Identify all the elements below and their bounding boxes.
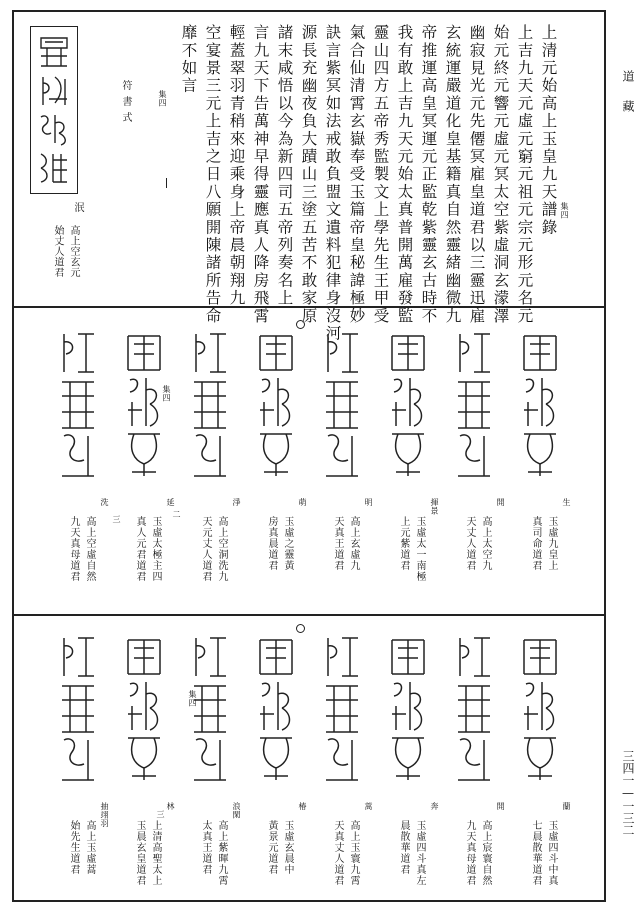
- entry-caption-line: 高上玉寰九霄: [348, 820, 359, 886]
- middle-sub-mark: 二: [172, 510, 181, 519]
- entry-mark: 萌: [298, 498, 307, 507]
- top-talisman-seal: [30, 26, 78, 194]
- text-column: 幽寂見光元先僊冥雇皇道君以三靈迅雇: [467, 24, 486, 325]
- entry-caption-line: 玉虛玄晨中: [282, 820, 293, 875]
- text-column: 言九天下告萬神早得靈應真人降房飛霄: [251, 24, 270, 325]
- text-column: 帝推運高皇冥運元正監乾紫靈玄古時不: [419, 24, 438, 325]
- seal-script-glyph-icon: [454, 330, 494, 484]
- entry-mark: 蘭: [562, 802, 571, 811]
- entry-caption-line: 七晨散華道君: [530, 820, 541, 886]
- entry-caption-line: 高上空虛自然: [84, 516, 95, 582]
- entry-mark: 明: [364, 498, 373, 507]
- entry-caption-line: 上元紫道君: [398, 516, 409, 571]
- entry-mark: 生: [562, 498, 571, 507]
- seal-script-glyph-icon: [58, 330, 98, 484]
- entry-caption-line: 黃景元道君: [266, 820, 277, 875]
- bottom-sub-mark: 三: [156, 810, 165, 819]
- text-column: 諸末咸悟以今為新四司五帝列奏名上: [275, 24, 294, 308]
- entry-caption-line: 天元丈人道君: [200, 516, 211, 582]
- entry-mark: 林: [166, 802, 175, 811]
- entry-caption-line: 玉虛四斗真左: [414, 820, 425, 886]
- entry-caption-line: 玉虛四斗中真: [546, 820, 557, 886]
- entry-caption-line: 高上宸寰自然: [480, 820, 491, 886]
- entry-caption-line: 天丈人道君: [464, 516, 475, 571]
- entry-caption-line: 真司命道君: [530, 516, 541, 571]
- seal-glyph-icon: [37, 34, 71, 70]
- binding-hole-icon: [296, 624, 305, 633]
- entry-caption-line: 玉虛之靈黃: [282, 516, 293, 571]
- entry-mark: 抽翊羽: [100, 802, 109, 828]
- entry-mark: 淨: [232, 498, 241, 507]
- entry-caption-line: 高上玄虛九: [348, 516, 359, 571]
- text-column: 玄統運嚴道化皇基籍真自然靈緒幽微九: [443, 24, 462, 325]
- page: [12, 10, 604, 900]
- text-column: 空宴景三元上吉之日八願開陳諸所告命: [203, 24, 222, 325]
- binding-hole-icon: [296, 320, 305, 329]
- seal-script-glyph-icon: [124, 634, 164, 788]
- entry-mark: 開: [496, 498, 505, 507]
- seal-script-glyph-icon: [454, 634, 494, 788]
- seal-attribution-line: 始丈人道君: [52, 225, 63, 278]
- seal-script-glyph-icon: [520, 330, 560, 484]
- seal-script-glyph-icon: [190, 634, 230, 788]
- seal-script-glyph-icon: [58, 634, 98, 788]
- entry-caption-line: 高上太空九: [480, 516, 491, 571]
- text-column: 訣言紫冥如法戒敢負盟文遺料犯律身沒河: [323, 24, 342, 343]
- entry-caption-line: 始先生道君: [68, 820, 79, 875]
- seal-script-glyph-icon: [190, 330, 230, 484]
- entry-caption-line: 房真晨道君: [266, 516, 277, 571]
- entry-mark: 蒿: [364, 802, 373, 811]
- margin-page-number: 三四一—一三二: [621, 750, 635, 836]
- seal-script-glyph-icon: [388, 634, 428, 788]
- entry-caption-line: 真人元君道君: [134, 516, 145, 582]
- entry-caption-line: 太真王道君: [200, 820, 211, 875]
- entry-caption-line: 晨散華道君: [398, 820, 409, 875]
- text-column: 上吉九天元虛元窮元祖元宗元形元名元: [515, 24, 534, 325]
- entry-caption-line: 玉虛太一南極: [414, 516, 425, 582]
- seal-caption: 符書式: [120, 80, 131, 128]
- seal-glyph-icon: [37, 73, 71, 109]
- entry-mark: 揮景: [430, 498, 439, 515]
- entry-caption-line: 玉虛九皇上: [546, 516, 557, 571]
- text-column: 始元終元響元虛元冥太空紫虛洞玄濛澤: [491, 24, 510, 325]
- bottom-header-mark: 集四: [188, 690, 197, 707]
- seal-glyph-icon: [37, 150, 71, 186]
- entry-caption-line: 玉虛太極主四: [150, 516, 161, 582]
- band-divider-bottom: [12, 614, 606, 616]
- middle-header-mark: 集四: [162, 385, 171, 402]
- text-column: 靈山四方五帝秀監製文上學先生王甲受: [371, 24, 390, 325]
- entry-mark: 延: [166, 498, 175, 507]
- middle-sub-mark: 三: [112, 515, 121, 524]
- seal-script-glyph-icon: [388, 330, 428, 484]
- entry-caption-line: 上清高聖太上: [150, 820, 161, 886]
- seal-glyph-icon: [37, 111, 71, 147]
- entry-caption-line: 高上空洞洗九: [216, 516, 227, 582]
- entry-caption-line: 天真王道君: [332, 516, 343, 571]
- divider-tick: [166, 178, 167, 188]
- seal-script-glyph-icon: [322, 634, 362, 788]
- entry-mark: 洗: [100, 498, 109, 507]
- seal-script-glyph-icon: [256, 330, 296, 484]
- seal-script-glyph-icon: [520, 634, 560, 788]
- entry-caption-line: 九天真母道君: [464, 820, 475, 886]
- seal-script-glyph-icon: [256, 634, 296, 788]
- entry-mark: 椿: [298, 802, 307, 811]
- entry-mark: 浪閑: [232, 802, 241, 819]
- seal-script-glyph-icon: [124, 330, 164, 484]
- seal-script-glyph-icon: [322, 330, 362, 484]
- text-column: 上清元始高上玉皇九天譜錄: [539, 24, 558, 237]
- entry-mark: 開: [496, 802, 505, 811]
- entry-mark: 奔: [430, 802, 439, 811]
- seal-note: 集四: [158, 90, 167, 107]
- text-column: 源長充幽夜負大蹟山三塗五苦不敢家原: [299, 24, 318, 325]
- text-column: 氣合仙清霄玄嶽奉受玉篇帝皇秘諱極妙: [347, 24, 366, 325]
- top-header-mark: 集四: [560, 202, 569, 219]
- entry-caption-line: 九天真母道君: [68, 516, 79, 582]
- margin-title: 道藏: [621, 70, 635, 130]
- text-column: 我有敢上吉九天元始太真普開萬雇發監: [395, 24, 414, 325]
- entry-caption-line: 高上紫暉九霄: [216, 820, 227, 886]
- text-column: 靡不如言: [179, 24, 198, 95]
- seal-attribution-line: 高上空玄元: [68, 225, 79, 278]
- entry-caption-line: 玉晨玄皇道君: [134, 820, 145, 886]
- text-column: 輕蓋翠羽青稍來迎乘身上帝晨朝翔九: [227, 24, 246, 308]
- seal-mark: 泯: [72, 202, 83, 213]
- entry-caption-line: 天真丈人道君: [332, 820, 343, 886]
- entry-caption-line: 高上玉虛蒿: [84, 820, 95, 875]
